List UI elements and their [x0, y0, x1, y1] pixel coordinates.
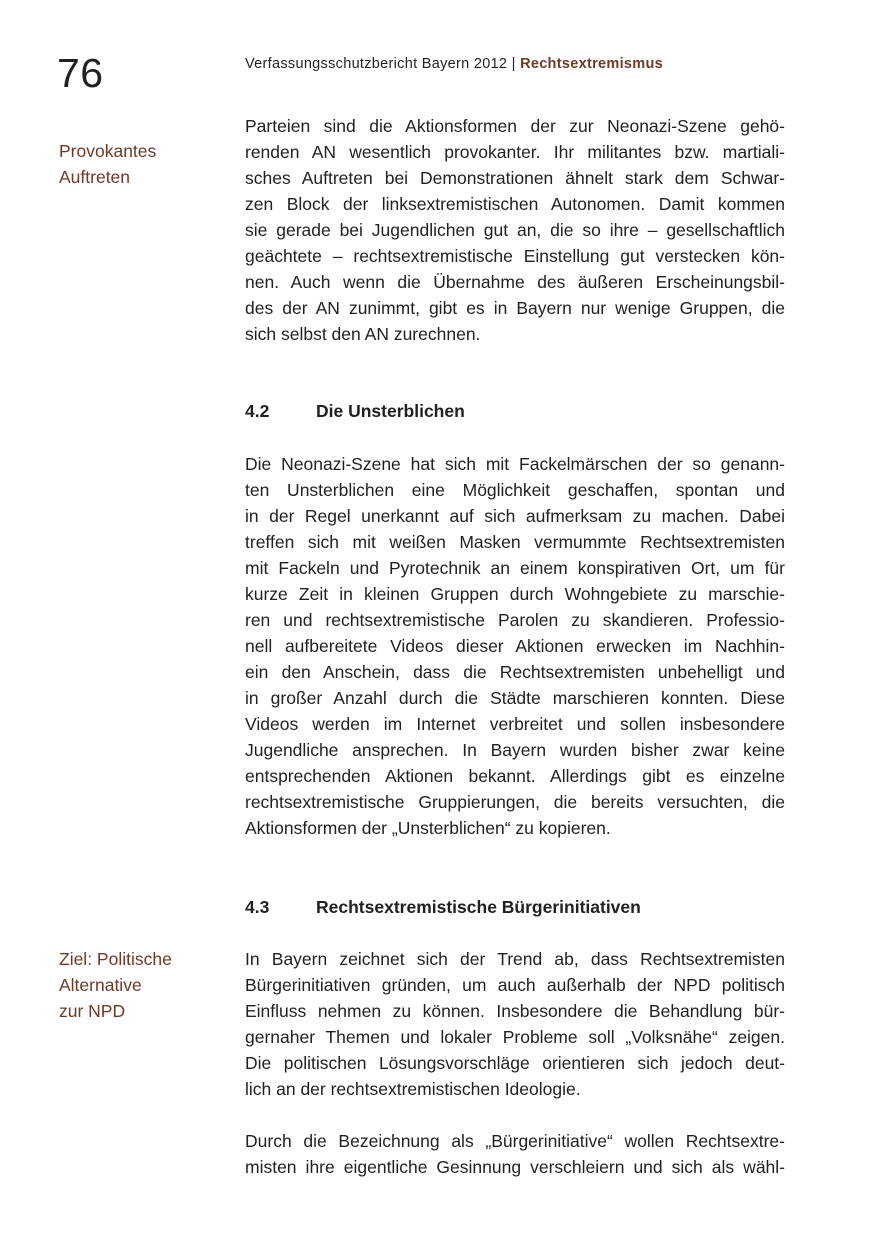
text-line: geächtete – rechtsextremistische Einstellung gut verstecken kön- [245, 246, 785, 266]
text-line: misten ihre eigentliche Gesinnung verschleiern und sich als wähl- [245, 1157, 785, 1177]
paragraph-buergerinitiativen [245, 946, 785, 1102]
margin-note-line: Provokantes [59, 141, 157, 161]
section-number: 4.3 [245, 897, 270, 917]
text-line: Die Neonazi-Szene hat sich mit Fackelmärschen der so genann- [245, 454, 785, 474]
text-line: renden AN wesentlich provokanter. Ihr militantes bzw. martiali- [245, 142, 785, 162]
text-line: rechtsextremistische Gruppierungen, die bereits versuchten, die [245, 792, 785, 812]
text-line: Jugendliche ansprechen. In Bayern wurden bisher zwar keine [245, 740, 785, 760]
margin-note-line: Alternative [59, 975, 142, 995]
text-line: sich selbst den AN zurechnen. [245, 324, 481, 344]
text-line: nell aufbereitete Videos dieser Aktionen erwecken im Nachhin- [245, 636, 785, 656]
margin-note-line: zur NPD [59, 1001, 126, 1021]
text-line: Videos werden im Internet verbreitet und sollen insbesondere [245, 714, 785, 734]
header-separator: | [511, 56, 516, 72]
text-line: lich an der rechtsextremistischen Ideologie. [245, 1079, 581, 1099]
text-line: Einfluss nehmen zu können. Insbesondere die Behandlung bür- [245, 1001, 785, 1021]
text-line: Aktionsformen der „Unsterblichen“ zu kopieren. [245, 818, 611, 838]
section-number: 4.2 [245, 401, 270, 421]
margin-note-politische-alternative [59, 946, 172, 1024]
text-line: gernaher Themen und lokaler Probleme soll „Volksnähe“ zeigen. [245, 1027, 785, 1047]
section-heading-4-2 [245, 398, 465, 424]
running-header [245, 53, 663, 75]
margin-note-line: Auftreten [59, 167, 131, 187]
text-line: ten Unsterblichen eine Möglichkeit geschaffen, spontan und [245, 480, 785, 500]
text-line: mit Fackeln und Pyrotechnik an einem konspirativen Ort, um für [245, 558, 785, 578]
paragraph-bezeichnung [245, 1128, 785, 1180]
chapter-title: Rechtsextremismus [520, 56, 663, 72]
text-line: kurze Zeit in kleinen Gruppen durch Wohngebiete zu marschie- [245, 584, 785, 604]
section-title: Die Unsterblichen [316, 401, 465, 421]
text-line: treffen sich mit weißen Masken vermummte Rechtsextremisten [245, 532, 785, 552]
text-line: entsprechenden Aktionen bekannt. Allerdings gibt es einzelne [245, 766, 785, 786]
text-line: Bürgerinitiativen gründen, um auch außerhalb der NPD politisch [245, 975, 785, 995]
margin-note-line: Ziel: Politische [59, 949, 172, 969]
paragraph-intro [245, 113, 785, 347]
text-line: ren und rechtsextremistische Parolen zu skandieren. Professio- [245, 610, 785, 630]
text-line: Parteien sind die Aktionsformen der zur Neonazi-Szene gehö- [245, 116, 785, 136]
text-line: sches Auftreten bei Demonstrationen ähnelt stark dem Schwar- [245, 168, 785, 188]
margin-note-provokantes-auftreten [59, 138, 156, 190]
text-line: ein den Anschein, dass die Rechtsextremisten unbehelligt und [245, 662, 785, 682]
paragraph-unsterblichen [245, 451, 785, 841]
text-line: des der AN zunimmt, gibt es in Bayern nur wenige Gruppen, die [245, 298, 785, 318]
text-line: in großer Anzahl durch die Städte marschieren konnten. Diese [245, 688, 785, 708]
text-line: In Bayern zeichnet sich der Trend ab, dass Rechtsextremisten [245, 949, 785, 969]
section-heading-4-3 [245, 894, 641, 920]
publication-title: Verfassungsschutzbericht Bayern 2012 [245, 56, 508, 72]
text-line: Durch die Bezeichnung als „Bürgerinitiative“ wollen Rechtsextre- [245, 1131, 785, 1151]
text-line: sie gerade bei Jugendlichen gut an, die so ihre – gesellschaftlich [245, 220, 785, 240]
text-line: zen Block der linksextremistischen Autonomen. Damit kommen [245, 194, 785, 214]
text-line: nen. Auch wenn die Übernahme des äußeren Erscheinungsbil- [245, 272, 785, 292]
text-line: in der Regel unerkannt auf sich aufmerksam zu machen. Dabei [245, 506, 785, 526]
section-title: Rechtsextremistische Bürgerinitiativen [316, 897, 641, 917]
text-line: Die politischen Lösungsvorschläge orientieren sich jedoch deut- [245, 1053, 785, 1073]
page-number: 76 [57, 50, 104, 96]
